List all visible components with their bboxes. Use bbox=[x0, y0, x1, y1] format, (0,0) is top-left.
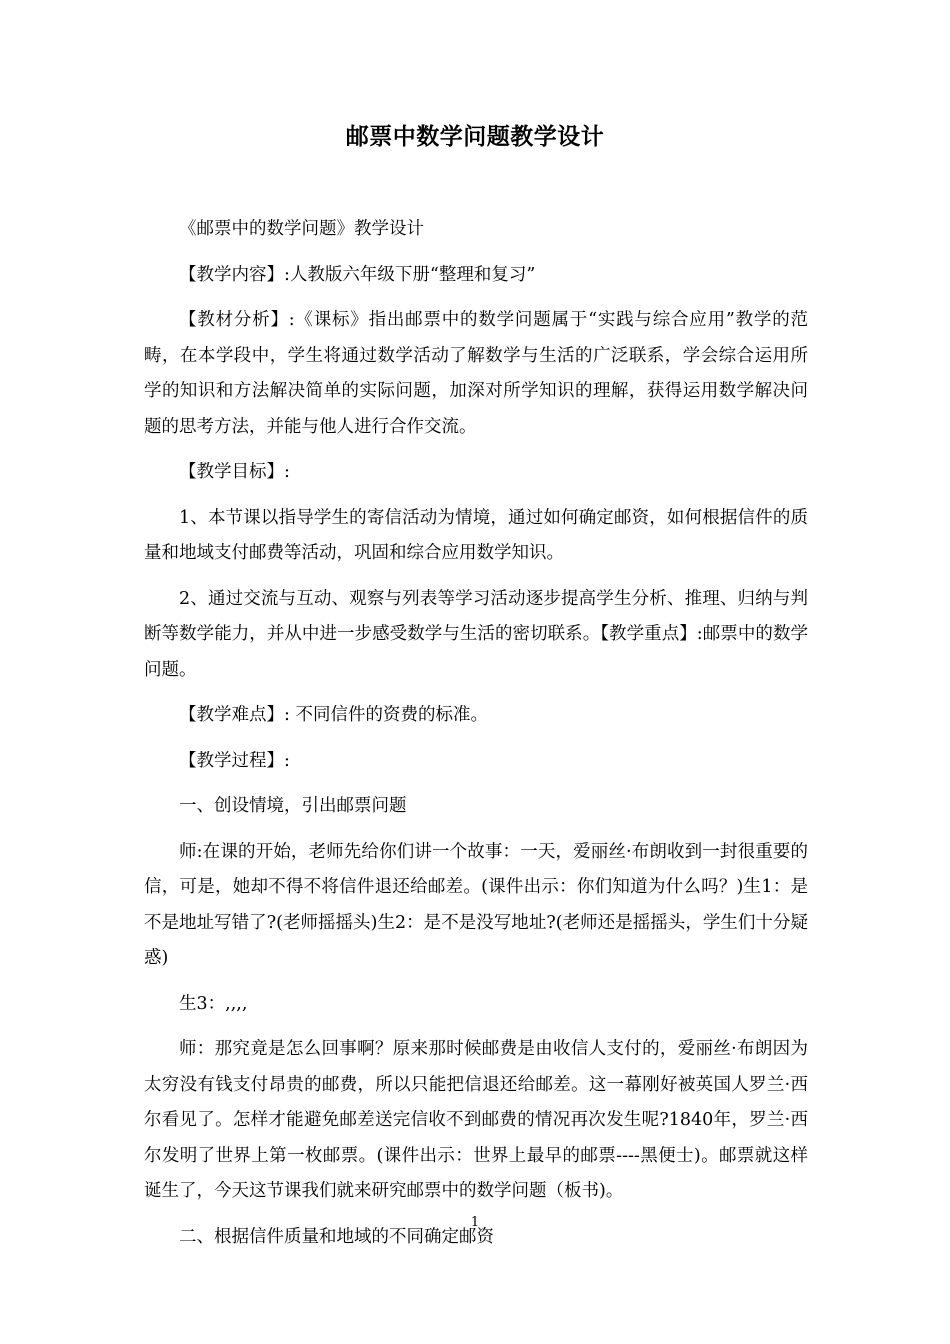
paragraph: 1、本节课以指导学生的寄信活动为情境，通过如何确定邮资，如何根据信件的质量和地域支付邮费等活动，巩固和综合应用数学知识。 bbox=[144, 507, 808, 563]
paragraph: 师：那究竟是怎么回事啊？原来那时候邮费是由收信人支付的，爱丽丝·布朗因为太穷没有钱支付昂贵的邮费，所以只能把信退还给邮差。这一幕刚好被英国人罗兰·西尔看见了。怎样才能避免邮差送完信收不到邮费的情况再次发生呢?1840年，罗兰·西尔发明了世界上第一枚邮票。(课件出示：世界上最早的邮票----黑便士)。邮票就这样诞生了，今天这节课我们就来研究邮票中的数学问题（板书)。 bbox=[144, 1039, 808, 1201]
paragraph: 【教学过程】: bbox=[179, 750, 290, 771]
paragraph: 生3：,,,, bbox=[179, 993, 248, 1014]
paragraph: 二、根据信件质量和地域的不同确定邮资 bbox=[179, 1226, 494, 1247]
page-number: 1 bbox=[470, 1215, 480, 1230]
paragraph: 【教学内容】:人教版六年级下册“整理和复习” bbox=[179, 264, 536, 285]
document-body bbox=[144, 212, 808, 1265]
paragraph: 【教学目标】: bbox=[179, 462, 290, 482]
paragraph: 《邮票中的数学问题》教学设计 bbox=[179, 219, 424, 239]
paragraph: 【教学难点】: 不同信件的资费的标准。 bbox=[179, 705, 488, 725]
document-title: 邮票中数学问题教学设计 bbox=[345, 123, 605, 150]
paragraph: 一、创设情境，引出邮票问题 bbox=[179, 796, 407, 816]
paragraph: 2、通过交流与互动、观察与列表等学习活动逐步提高学生分析、推理、归纳与判断等数学能力，并从中进一步感受数学与生活的密切联系。【教学重点】:邮票中的数学问题。 bbox=[144, 588, 808, 680]
paragraph: 师:在课的开始，老师先给你们讲一个故事：一天，爱丽丝·布朗收到一封很重要的信，可是，她却不得不将信件退还给邮差。(课件出示：你们知道为什么吗？)生1：是不是地址写错了?(老师摇摇头)生2：是不是没写地址?(老师还是摇摇头，学生们十分疑惑) bbox=[144, 841, 808, 968]
paragraph: 【教材分析】:《课标》指出邮票中的数学问题属于“实践与综合应用”教学的范畴，在本学段中，学生将通过数学活动了解数学与生活的广泛联系，学会综合运用所学的知识和方法解决简单的实际问题，加深对所学知识的理解，获得运用数学解决问题的思考方法，并能与他人进行合作交流。 bbox=[144, 310, 808, 437]
